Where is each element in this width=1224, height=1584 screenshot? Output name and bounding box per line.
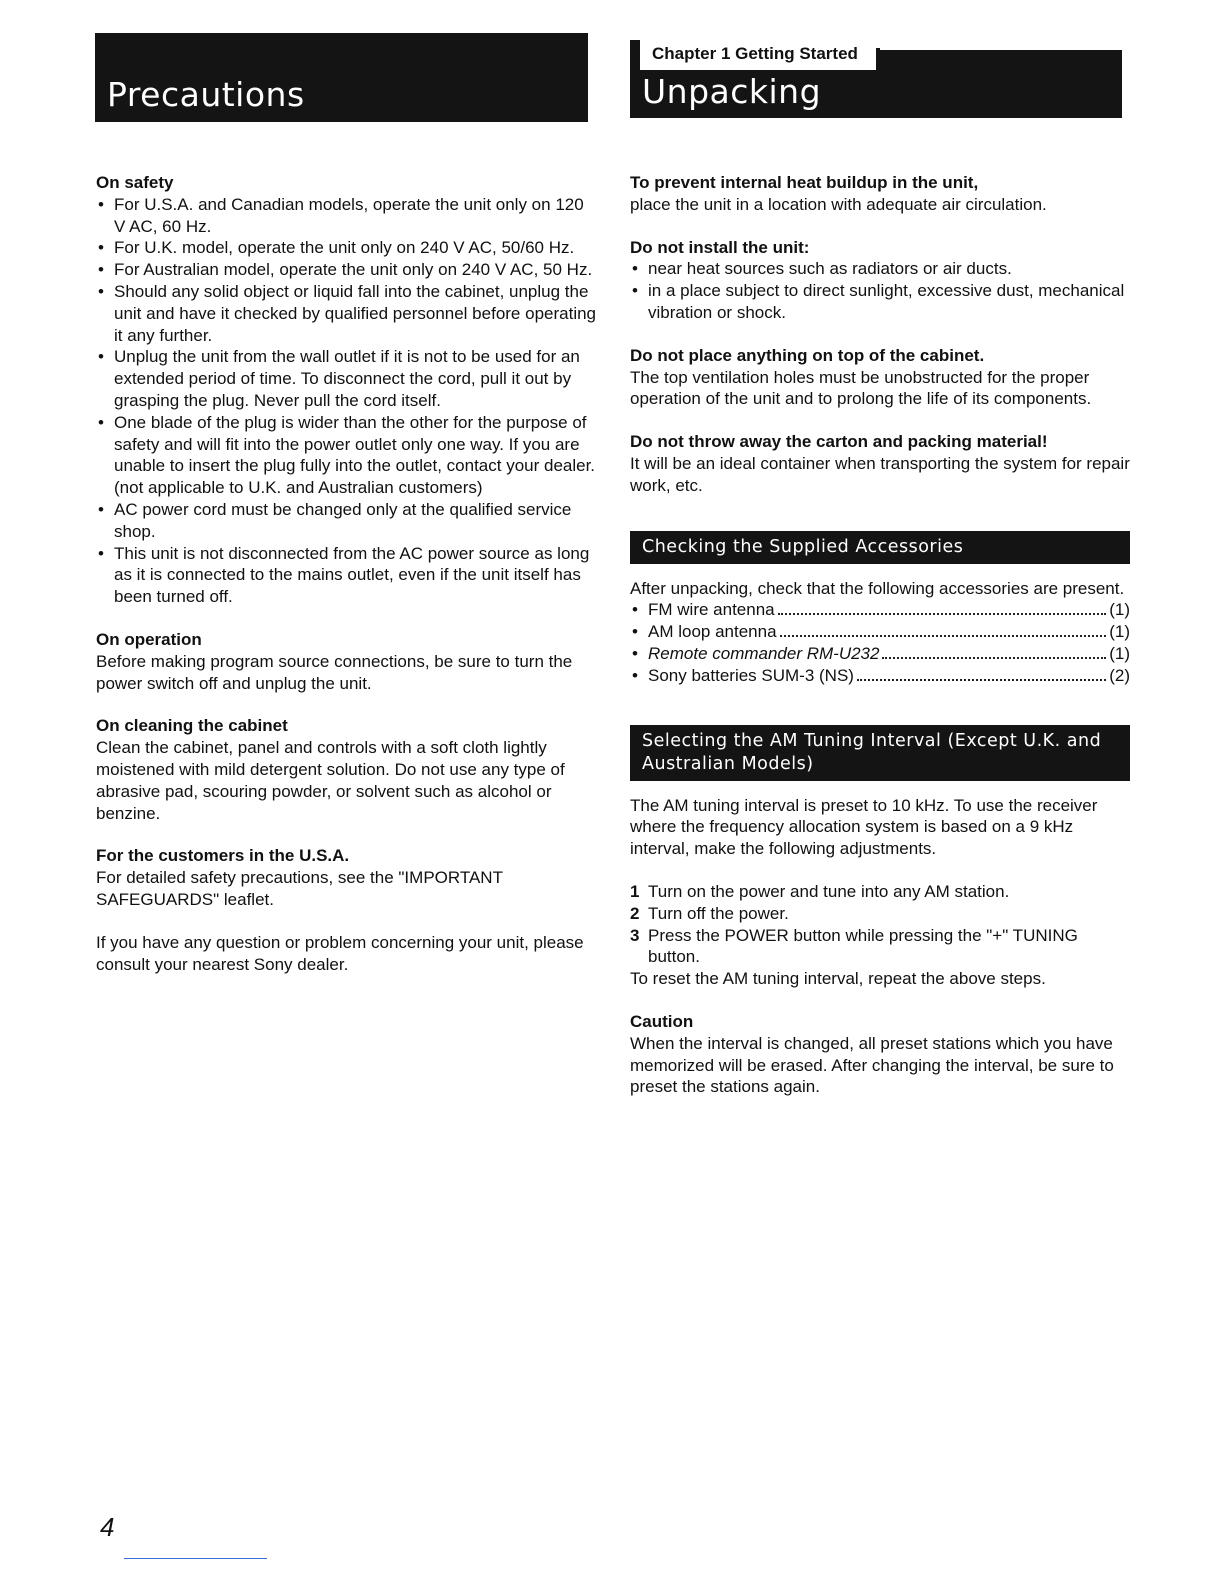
top-section [630,345,1130,410]
heat-section [630,172,1130,216]
safety-item: • This unit is not disconnected from the AC power source as long as it is connected to the mains outlet, even if the unit itself has been turned off. [96,543,596,608]
step-text: Press the POWER button while pressing the "+" TUNING button. [648,925,1078,967]
tuning-reset: To reset the AM tuning interval, repeat the above steps. [630,969,1046,989]
chapter-tab-edge [876,48,880,70]
safety-item: • For U.S.A. and Canadian models, operate the unit only on 120 V AC, 60 Hz. [96,194,596,238]
top-heading: Do not place anything on top of the cabinet. [630,345,985,365]
on-safety-heading: On safety [96,173,174,192]
usa-heading: For the customers in the U.S.A. [96,846,350,866]
caution-text: When the interval is changed, all preset stations which you have memorized will be erased. After changing the interval, be sure to preset the stations again. [630,1033,1114,1097]
step-number: 3 [630,925,640,945]
page-number: 4 [100,1512,115,1542]
tuning-heading: Selecting the AM Tuning Interval (Except U.K. and Australian Models) [630,725,1130,781]
accessory-name: • FM wire antenna [648,600,775,620]
accessory-qty: (1) [1109,622,1130,642]
step-text: Turn on the power and tune into any AM station. [648,881,1010,901]
accessory-qty: (1) [1109,643,1130,663]
step-text: Turn off the power. [648,903,789,923]
on-operation-text: Before making program source connections, be sure to turn the power switch off and unplug the unit. [96,651,573,693]
accessories-section [630,578,1130,687]
tuning-step [630,903,1130,925]
usa-section [96,845,596,910]
tuning-steps [630,881,1130,968]
safety-item: • For U.K. model, operate the unit only on 240 V AC, 50/60 Hz. [96,237,596,259]
on-safety-section [96,172,596,608]
dot-leader [778,612,1107,615]
cleaning-text: Clean the cabinet, panel and controls with a soft cloth lightly moistened with mild detergent solution. Do not use any type of abrasive pad, scouring powder, or solvent such as alcohol or benzine. [96,738,565,823]
heat-text: place the unit in a location with adequate air circulation. [630,194,1047,214]
step-number: 1 [630,881,640,901]
accessories-heading: Checking the Supplied Accessories [630,531,1130,564]
safety-item: • One blade of the plug is wider than the other for the purpose of safety and will fit into the power outlet only one way. If you are unable to insert the plug fully into the outlet, contact your dealer. (not applicable to U.K. and Australian customers) [96,412,596,499]
heat-heading: To prevent internal heat buildup in the unit, [630,173,979,192]
accessory-name: • AM loop antenna [648,622,777,642]
safety-item: • Should any solid object or liquid fall into the cabinet, unplug the unit and have it checked by qualified personnel before operating it any further. [96,281,596,346]
precautions-column [96,172,596,975]
caution-section [630,1011,1130,1098]
accessory-name: • Remote commander RM-U232 [648,643,880,663]
accessory-item [630,665,1130,687]
carton-section [630,431,1130,496]
accessory-qty: (2) [1109,665,1130,685]
tuning-step [630,881,1130,903]
accessory-item [630,643,1130,665]
install-item: • near heat sources such as radiators or air ducts. [630,258,1130,280]
safety-item: • Unplug the unit from the wall outlet if it is not to be used for an extended period of time. To disconnect the cord, pull it out by grasping the plug. Never pull the cord itself. [96,346,596,411]
tuning-section [630,795,1130,990]
chapter-tab-marker [630,40,640,70]
closing-text: If you have any question or problem concerning your unit, please consult your nearest Sony dealer. [96,932,584,974]
tuning-step [630,925,1130,969]
chapter-tab [630,40,880,70]
install-heading: Do not install the unit: [630,237,810,257]
safety-item: • AC power cord must be changed only at the qualified service shop. [96,499,596,543]
on-operation-heading: On operation [96,629,202,649]
footer-rule [124,1558,267,1559]
dot-leader [882,656,1106,659]
step-number: 2 [630,903,640,923]
safety-item: • For Australian model, operate the unit only on 240 V AC, 50 Hz. [96,259,596,281]
install-item: • in a place subject to direct sunlight, excessive dust, mechanical vibration or shock. [630,280,1130,324]
dot-leader [780,634,1107,637]
accessory-item [630,621,1130,643]
unpacking-column [630,172,1130,1119]
safety-list [96,194,596,608]
accessory-name: • Sony batteries SUM-3 (NS) [648,665,854,685]
dot-leader [857,678,1106,681]
carton-heading: Do not throw away the carton and packing material! [630,432,1048,452]
tuning-intro: The AM tuning interval is preset to 10 kHz. To use the receiver where the frequency allocation system is based on a 9 kHz interval, make the following adjustments. [630,795,1098,859]
carton-text: It will be an ideal container when transporting the system for repair work, etc. [630,453,1130,495]
usa-text: For detailed safety precautions, see the "IMPORTANT SAFEGUARDS" leaflet. [96,868,503,909]
caution-heading: Caution [630,1011,694,1031]
unpacking-title: Unpacking [642,72,822,111]
accessories-intro: After unpacking, check that the following accessories are present. [630,578,1125,598]
precautions-title: Precautions [107,75,305,114]
accessories-list [630,599,1130,686]
cleaning-heading: On cleaning the cabinet [96,716,288,736]
cleaning-section [96,715,596,824]
accessory-qty: (1) [1109,600,1130,620]
chapter-label: Chapter 1 Getting Started [652,44,858,63]
install-list [630,258,1130,323]
top-text: The top ventilation holes must be unobstructed for the proper operation of the unit and to prolong the life of its components. [630,367,1092,409]
on-operation-section [96,629,596,694]
install-section [630,237,1130,324]
accessory-item [630,599,1130,621]
precautions-banner [95,33,588,122]
